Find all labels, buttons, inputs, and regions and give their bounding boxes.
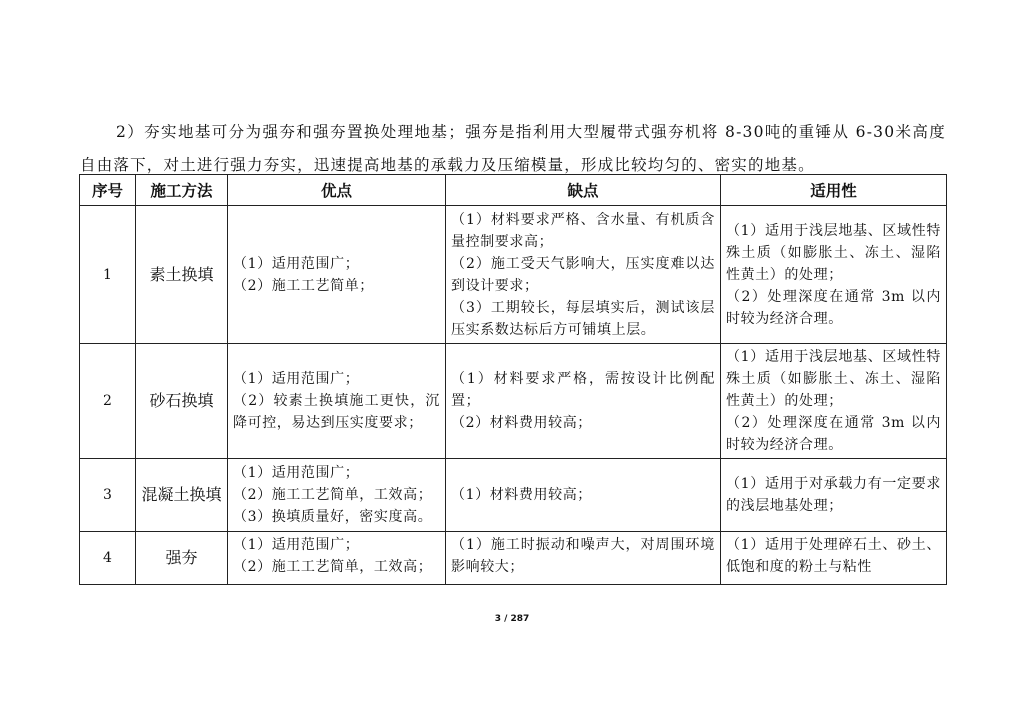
row-pros: [228, 206, 446, 344]
pros-item: （3）换填质量好，密实度高。: [233, 509, 433, 525]
row-applicability: [721, 459, 947, 532]
ground-treatment-table: [79, 174, 947, 585]
table-row: [80, 532, 947, 585]
header-applicability: 适用性: [721, 175, 947, 206]
cons-item: （2）材料费用较高；: [451, 415, 592, 431]
row-applicability: [721, 206, 947, 344]
pros-item: （1）适用范围广；: [233, 371, 360, 387]
cons-item: （1）材料费用较高；: [451, 487, 592, 503]
row-method: 强夯: [136, 532, 228, 585]
page-number: 3 / 287: [494, 614, 530, 624]
intro-text: 2）夯实地基可分为强夯和强夯置换处理地基；强夯是指利用大型履带式强夯机将 8-30吨的重锤从 6-30米高度自由落下，对土进行强力夯实，迅速提高地基的承载力及压缩模量，形成比较均匀的、密实的地基。: [80, 122, 946, 174]
cons-item: （1）材料要求严格、含水量、有机质含量控制要求高；: [451, 211, 715, 250]
applicability-item: （2）处理深度在通常 3m 以内时较为经济合理。: [726, 415, 941, 453]
row-method: 砂石换填: [136, 344, 228, 459]
row-method: 混凝土换填: [136, 459, 228, 532]
row-method: 素土换填: [136, 206, 228, 344]
cons-item: （1）施工时振动和噪声大，对周围环境影响较大；: [451, 537, 715, 575]
row-no: 1: [80, 206, 136, 344]
cons-item: （1）材料要求严格，需按设计比例配置；: [451, 371, 715, 409]
header-cons: 缺点: [446, 175, 721, 206]
pros-item: （2）施工工艺简单；: [233, 277, 374, 294]
row-cons: [446, 206, 721, 344]
row-pros: [228, 532, 446, 585]
row-no: 2: [80, 344, 136, 459]
row-cons: [446, 344, 721, 459]
applicability-item: （1）适用于浅层地基、区域性特殊土质（如膨胀土、冻土、湿陷性黄土）的处理；: [726, 222, 941, 283]
applicability-item: （1）适用于浅层地基、区域性特殊土质（如膨胀土、冻土、湿陷性黄土）的处理；: [726, 349, 941, 409]
pros-item: （1）适用范围广；: [233, 465, 360, 481]
row-cons: [446, 459, 721, 532]
row-applicability: [721, 532, 947, 585]
row-cons: [446, 532, 721, 585]
cons-item: （2）施工受天气影响大，压实度难以达到设计要求；: [451, 255, 715, 294]
header-method: 施工方法: [136, 175, 228, 206]
pros-item: （2）较素土换填施工更快，沉降可控，易达到压实度要求；: [233, 393, 440, 431]
row-no: 3: [80, 459, 136, 532]
applicability-item: （1）适用于对承载力有一定要求的浅层地基处理；: [726, 476, 941, 514]
intro-paragraph: [80, 116, 946, 182]
pros-item: （2）施工工艺简单，工效高；: [233, 559, 433, 575]
table-row: [80, 344, 947, 459]
header-pros: 优点: [228, 175, 446, 206]
row-no: 4: [80, 532, 136, 585]
pros-item: （1）适用范围广；: [233, 537, 360, 553]
table-row: [80, 206, 947, 344]
applicability-item: （1）适用于处理碎石土、砂土、低饱和度的粉土与粘性: [726, 537, 941, 575]
row-pros: [228, 459, 446, 532]
row-applicability: [721, 344, 947, 459]
pros-item: （2）施工工艺简单，工效高；: [233, 487, 433, 503]
table-row: [80, 459, 947, 532]
row-pros: [228, 344, 446, 459]
applicability-item: （2）处理深度在通常 3m 以内时较为经济合理。: [726, 288, 941, 327]
pros-item: （1）适用范围广；: [233, 255, 360, 272]
cons-item: （3）工期较长，每层填实后，测试该层压实系数达标后方可铺填上层。: [451, 299, 715, 338]
header-no: 序号: [80, 175, 136, 206]
table-header-row: [80, 175, 947, 206]
